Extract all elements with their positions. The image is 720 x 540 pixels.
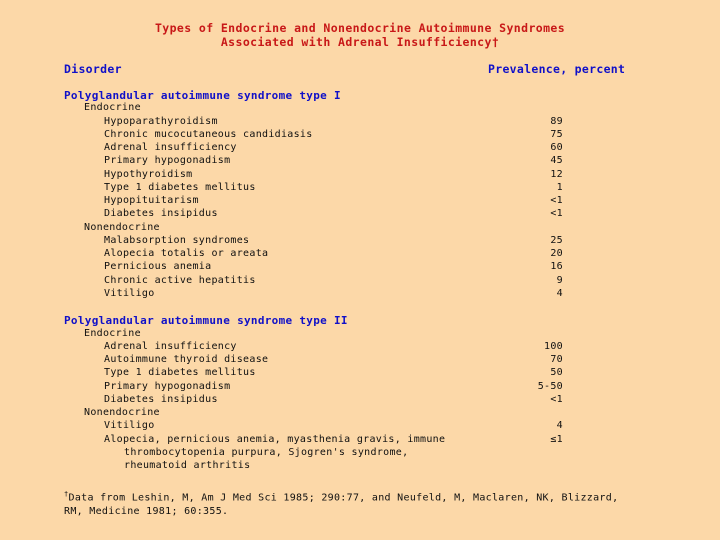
row-prevalence: 1 [556,181,563,193]
column-header-disorder: Disorder [64,62,122,76]
row-label: Nonendocrine [84,407,160,418]
slide-title-line-2: Associated with Adrenal Insufficiency† [220,35,500,49]
row-label: Adrenal insufficiency [104,340,237,352]
footnote [64,487,664,519]
row-label: Vitiligo [104,287,155,299]
footnote-text-1: Data from Leshin, M, Am J Med Sci 1985; 290:77, and Neufeld, M, Maclaren, NK, Blizzard, [68,492,619,504]
table-row [0,434,720,448]
table-row [0,235,720,249]
row-label: Alopecia, pernicious anemia, myasthenia gravis, immune [104,433,446,445]
row-label: Primary hypogonadism [104,380,231,392]
section-heading [0,314,720,328]
row-label: Endocrine [84,327,141,339]
row-prevalence: 60 [550,142,563,153]
row-prevalence: 25 [550,234,563,246]
row-label: Autoimmune thyroid disease [104,354,269,365]
row-prevalence: 4 [556,287,563,299]
table-row [0,142,720,156]
row-label: thrombocytopenia purpura, Sjogren's syndrome, [124,446,409,458]
row-prevalence: <1 [550,393,563,405]
table-row [0,261,720,275]
table-row [0,169,720,183]
row-label: Diabetes insipidus [104,208,218,220]
row-label: Polyglandular autoimmune syndrome type II [64,314,348,328]
row-prevalence: 5-50 [537,380,563,392]
row-label: Polyglandular autoimmune syndrome type I [64,89,341,102]
row-label: Type 1 diabetes mellitus [104,181,256,193]
row-label: Type 1 diabetes mellitus [104,367,256,379]
row-label: Primary hypogonadism [104,155,231,167]
row-label: Adrenal insufficiency [104,142,237,153]
row-prevalence: 75 [550,128,563,140]
table-row [0,155,720,169]
section-heading [0,89,720,103]
row-label: Vitiligo [104,420,155,432]
row-prevalence: 50 [550,367,563,379]
footnote-line-1 [64,487,664,505]
row-prevalence: 16 [550,261,563,273]
row-prevalence: 45 [550,155,563,167]
row-label: Hypopituitarism [104,195,199,206]
table-row [0,129,720,143]
group-heading [0,102,720,116]
column-header-prevalence: Prevalence, percent [488,62,626,76]
row-prevalence: 89 [550,115,563,127]
table-row [0,460,720,474]
row-prevalence: 100 [544,340,563,352]
table-row [0,208,720,222]
row-label: Hypoparathyroidism [104,115,218,127]
row-prevalence: 20 [550,248,563,259]
row-label: rheumatoid arthritis [124,460,251,471]
row-label: Nonendocrine [84,221,160,233]
row-prevalence: <1 [550,195,563,206]
table-row [0,367,720,381]
row-label: Hypothyroidism [104,168,193,180]
footnote-line-2: RM, Medicine 1981; 60:355. [64,506,229,518]
row-prevalence: ≤1 [550,433,563,445]
row-prevalence: 4 [556,420,563,432]
table-row [0,341,720,355]
row-prevalence: 70 [550,354,563,365]
group-heading [0,328,720,342]
table-row [0,195,720,209]
group-heading [0,222,720,236]
table-row [0,394,720,408]
table-row [0,354,720,368]
dagger-mark: † [64,490,69,498]
row-label: Diabetes insipidus [104,393,218,405]
table-row [0,288,720,302]
row-label: Endocrine [84,102,141,114]
table-row [0,182,720,196]
row-prevalence: <1 [550,208,563,220]
row-prevalence: 12 [550,168,563,180]
table-row [0,420,720,434]
group-heading [0,407,720,421]
slide-title-line-1: Types of Endocrine and Nonendocrine Autoimmune Syndromes [154,21,566,35]
table-row [0,248,720,262]
table-row [0,116,720,130]
table-row [0,381,720,395]
row-label: Alopecia totalis or areata [104,248,269,259]
table-row [0,447,720,461]
row-prevalence: 9 [556,274,563,286]
row-label: Pernicious anemia [104,261,212,273]
row-label: Chronic active hepatitis [104,274,256,286]
row-label: Malabsorption syndromes [104,234,250,246]
table-row [0,275,720,289]
row-label: Chronic mucocutaneous candidiasis [104,128,313,140]
